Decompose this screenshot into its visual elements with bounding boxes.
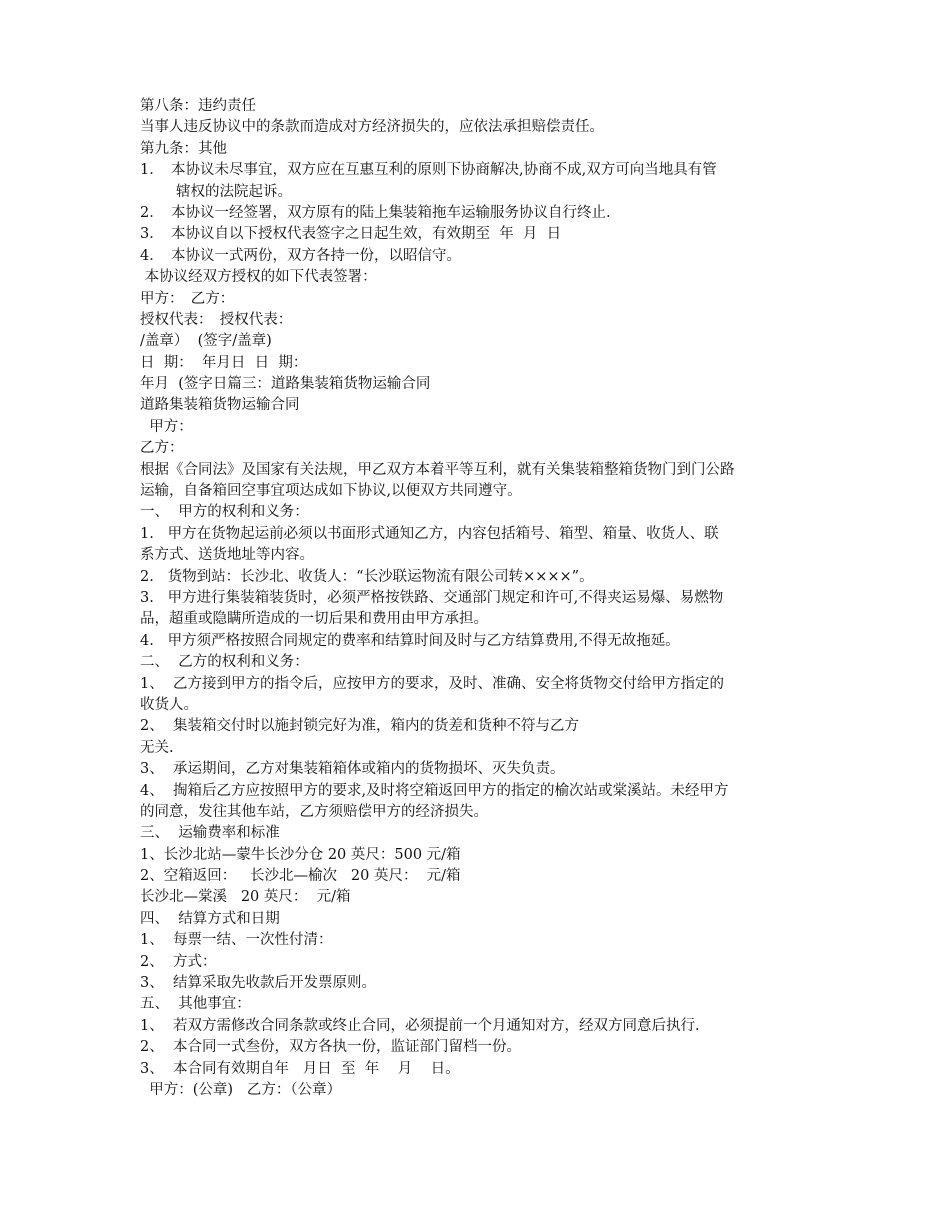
doc-line: 第九条：其他 — [140, 140, 227, 157]
doc-line: 日 期： 年月日 日 期： — [140, 354, 308, 371]
doc-line: 长沙北—棠溪 20 英尺： 元/箱 — [140, 889, 351, 906]
doc-line: 根据《合同法》及国家有关法规，甲乙双方本着平等互利，就有关集装箱整箱货物门到门公路 — [140, 461, 735, 478]
doc-line: 2． 本协议一经签署，双方原有的陆上集装箱拖车运输服务协议自行终止. — [140, 204, 611, 221]
doc-line: 3． 本协议自以下授权代表签字之日起生效，有效期至 年 月 日 — [140, 226, 562, 243]
doc-line: 2、 集装箱交付时以施封锁完好为准，箱内的货差和货种不符与乙方 — [140, 718, 579, 735]
doc-line: 第八条：违约责任 — [140, 98, 256, 114]
doc-line: 一、 甲方的权利和义务： — [140, 504, 309, 521]
doc-line: 二、 乙方的权利和义务： — [140, 654, 309, 671]
doc-line: 甲方： — [140, 418, 193, 435]
doc-line: 五、 其他事宜： — [140, 996, 251, 1013]
doc-line: 1、长沙北站—蒙牛长沙分仓 20 英尺：500 元/箱 — [140, 846, 461, 863]
doc-line: 甲方： 乙方： — [140, 290, 235, 307]
doc-line: 1、 乙方接到甲方的指令后，应按甲方的要求，及时、准确、安全将货物交付给甲方指定的 — [140, 675, 724, 692]
doc-line: 1. 甲方在货物起运前必须以书面形式通知乙方，内容包括箱号、箱型、箱量、收货人、联 — [140, 525, 719, 542]
doc-line: 3、 结算采取先收款后开发票原则。 — [140, 975, 376, 992]
doc-line: 4、 掏箱后乙方应按照甲方的要求,及时将空箱返回甲方的指定的榆次站或棠溪站。未经甲方 — [140, 782, 729, 799]
doc-line: 4． 本协议一式两份，双方各持一份，以昭信守。 — [140, 247, 461, 264]
doc-line: 3、 本合同有效期自年 月日 至 年 月 日。 — [140, 1060, 460, 1077]
doc-line: 乙方： — [140, 440, 184, 457]
doc-line: 4. 甲方须严格按照合同规定的费率和结算时间及时与乙方结算费用,不得无故拖延。 — [140, 632, 680, 649]
doc-line: 运输，自备箱回空事宜项达成如下协议,以便双方共同遵守。 — [140, 483, 522, 500]
doc-line: /盖章） (签字/盖章) — [140, 333, 272, 350]
doc-line: 2、 方式： — [140, 953, 217, 970]
doc-line: 年月 (签字日篇三：道路集装箱货物运输合同 — [140, 376, 431, 393]
doc-line: 三、 运输费率和标准 — [140, 825, 280, 842]
doc-line: 道路集装箱货物运输合同 — [140, 397, 300, 414]
doc-line: 1． 本协议未尽事宜，双方应在互惠互利的原则下协商解决,协商不成,双方可向当地具有管 — [140, 162, 717, 179]
doc-line: 授权代表： 授权代表： — [140, 311, 293, 328]
doc-line: 2、空箱返回： 长沙北—榆次 20 英尺： 元/箱 — [140, 868, 461, 885]
doc-line: 1、 每票一结、一次性付清： — [140, 932, 333, 949]
doc-line: 收货人。 — [140, 696, 198, 713]
doc-line: 1、 若双方需修改合同条款或终止合同，必须提前一个月通知对方，经双方同意后执行. — [140, 1017, 700, 1034]
contract-document — [140, 96, 820, 1101]
doc-line: 的同意，发往其他车站，乙方须赔偿甲方的经济损失。 — [140, 803, 488, 820]
doc-line: 品，超重或隐瞒所造成的一切后果和费用由甲方承担。 — [140, 611, 488, 628]
doc-line: 2、 本合同一式叁份，双方各执一份，监证部门留档一份。 — [140, 1039, 521, 1056]
doc-line: 2. 货物到站：长沙北、收货人：“长沙联运物流有限公司转××××”。 — [140, 568, 594, 585]
doc-line: 无关. — [140, 739, 174, 756]
doc-line: 3、 承运期间，乙方对集装箱箱体或箱内的货物损坏、灭失负责。 — [140, 761, 565, 778]
doc-line: 系方式、送货地址等内容。 — [140, 547, 314, 564]
doc-line: 本协议经双方授权的如下代表签署： — [140, 269, 377, 286]
doc-line: 当事人违反协议中的条款而造成对方经济损失的，应依法承担赔偿责任。 — [140, 119, 604, 136]
doc-line: 四、 结算方式和日期 — [140, 910, 280, 927]
doc-line: 甲方：(公章) 乙方：（公章） — [140, 1081, 342, 1098]
doc-line: 辖权的法院起诉。 — [176, 183, 292, 200]
doc-line: 3. 甲方进行集装箱装货时，必须严格按铁路、交通部门规定和许可,不得夹运易爆、易燃物 — [140, 589, 724, 606]
